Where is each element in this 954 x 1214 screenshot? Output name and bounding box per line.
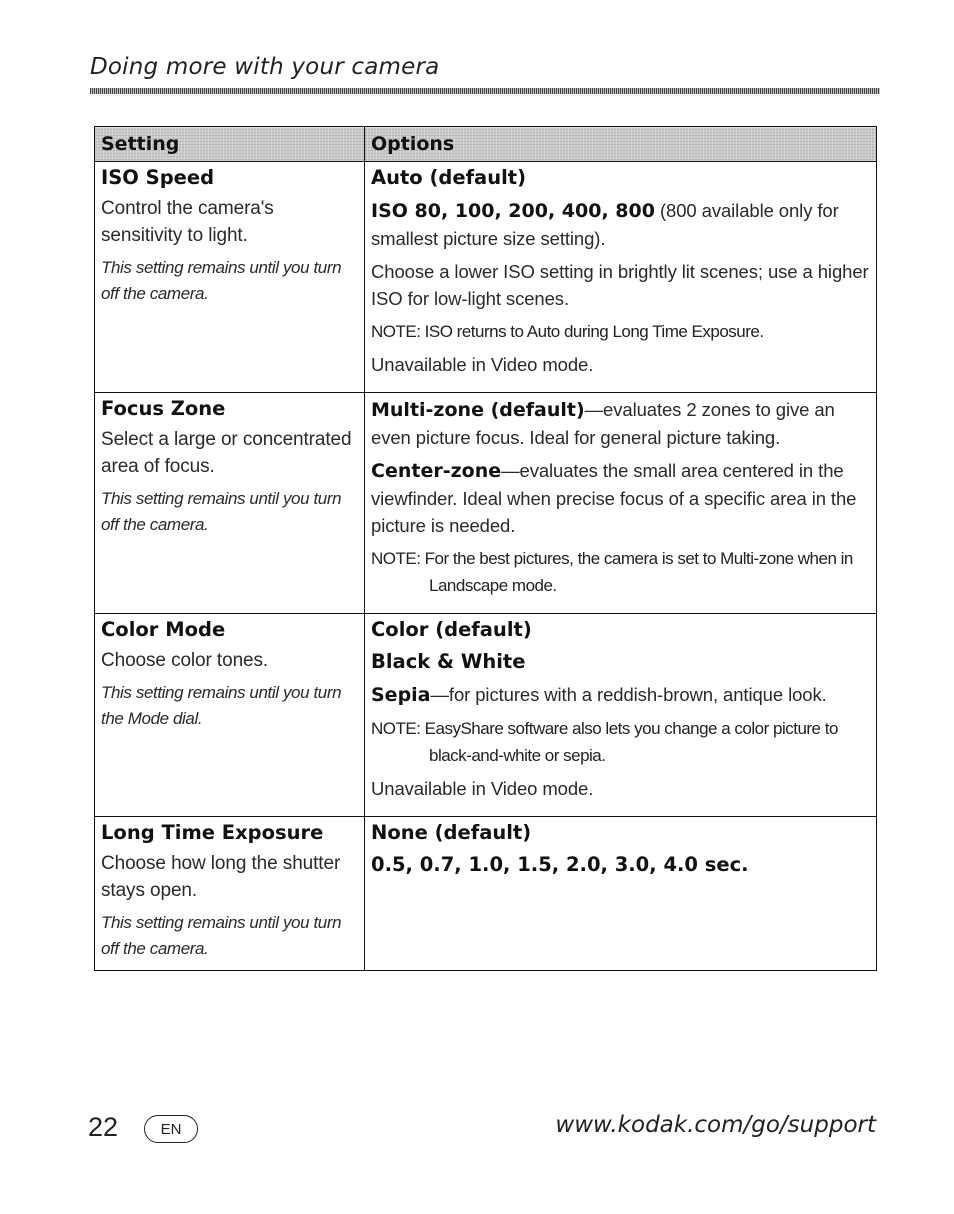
- option-black-white: Black & White: [371, 650, 526, 673]
- setting-name: ISO Speed: [101, 166, 215, 189]
- setting-description: Choose color tones.: [101, 650, 269, 671]
- column-header-setting: Setting: [95, 127, 365, 162]
- options-cell: [365, 817, 877, 971]
- table-row: [95, 817, 877, 971]
- option-availability: Unavailable in Video mode.: [371, 778, 594, 799]
- page-number: 22: [88, 1112, 119, 1142]
- option-default: Color (default): [371, 618, 532, 641]
- option-multi-zone-bold: Multi-zone (default): [371, 399, 585, 421]
- language-badge-icon: EN: [144, 1115, 198, 1143]
- setting-description: Control the camera's sensitivity to light.: [101, 198, 274, 246]
- option-note: NOTE: EasyShare software also lets you change a color picture to black-and-white or sepia.: [371, 719, 838, 765]
- option-center-zone-bold: Center-zone: [371, 460, 502, 482]
- table-row: [95, 614, 877, 817]
- table-row: [95, 162, 877, 393]
- setting-note: This setting remains until you turn off the camera.: [101, 913, 342, 958]
- table-row: [95, 393, 877, 614]
- option-multi-zone: [371, 396, 870, 451]
- support-url: www.kodak.com/go/support: [555, 1112, 876, 1138]
- setting-cell: [95, 393, 365, 614]
- options-cell: [365, 162, 877, 393]
- page-header-title: Doing more with your camera: [90, 54, 440, 80]
- option-values-text: (800 available only for smallest picture size setting).: [371, 200, 839, 249]
- option-exposure-values: 0.5, 0.7, 1.0, 1.5, 2.0, 3.0, 4.0 sec.: [371, 853, 749, 876]
- column-header-options: Options: [365, 127, 877, 162]
- setting-note: This setting remains until you turn off the camera.: [101, 258, 342, 303]
- option-sepia: [371, 681, 870, 709]
- option-note: NOTE: For the best pictures, the camera is set to Multi-zone when in Landscape mode.: [371, 549, 853, 595]
- setting-description: Select a large or concentrated area of focus.: [101, 429, 352, 477]
- option-center-zone: [371, 457, 870, 539]
- option-default: None (default): [371, 821, 532, 844]
- settings-table: [94, 126, 877, 971]
- option-center-zone-text: —evaluates the small area centered in the viewfinder. Ideal when precise focus of a specific area in the picture is needed.: [371, 460, 857, 536]
- options-cell: [365, 393, 877, 614]
- setting-note: This setting remains until you turn the Mode dial.: [101, 683, 342, 728]
- setting-name: Focus Zone: [101, 397, 226, 420]
- option-availability: Unavailable in Video mode.: [371, 354, 594, 375]
- option-note: NOTE: ISO returns to Auto during Long Time Exposure.: [371, 322, 764, 341]
- option-sepia-bold: Sepia: [371, 684, 431, 706]
- setting-name: Long Time Exposure: [101, 821, 324, 844]
- setting-cell: [95, 614, 365, 817]
- setting-name: Color Mode: [101, 618, 226, 641]
- option-values: [371, 197, 870, 252]
- table-header-row: [95, 127, 877, 162]
- option-description: Choose a lower ISO setting in brightly lit scenes; use a higher ISO for low-light scenes.: [371, 261, 869, 309]
- setting-cell: [95, 817, 365, 971]
- option-default: Auto (default): [371, 166, 527, 189]
- setting-note: This setting remains until you turn off the camera.: [101, 489, 342, 534]
- setting-cell: [95, 162, 365, 393]
- option-values-bold: ISO 80, 100, 200, 400, 800: [371, 200, 655, 222]
- option-multi-zone-text: —evaluates 2 zones to give an even picture focus. Ideal for general picture taking.: [371, 399, 835, 448]
- header-divider: [90, 88, 880, 94]
- setting-description: Choose how long the shutter stays open.: [101, 853, 341, 901]
- option-sepia-text: —for pictures with a reddish-brown, antique look.: [430, 684, 827, 705]
- options-cell: [365, 614, 877, 817]
